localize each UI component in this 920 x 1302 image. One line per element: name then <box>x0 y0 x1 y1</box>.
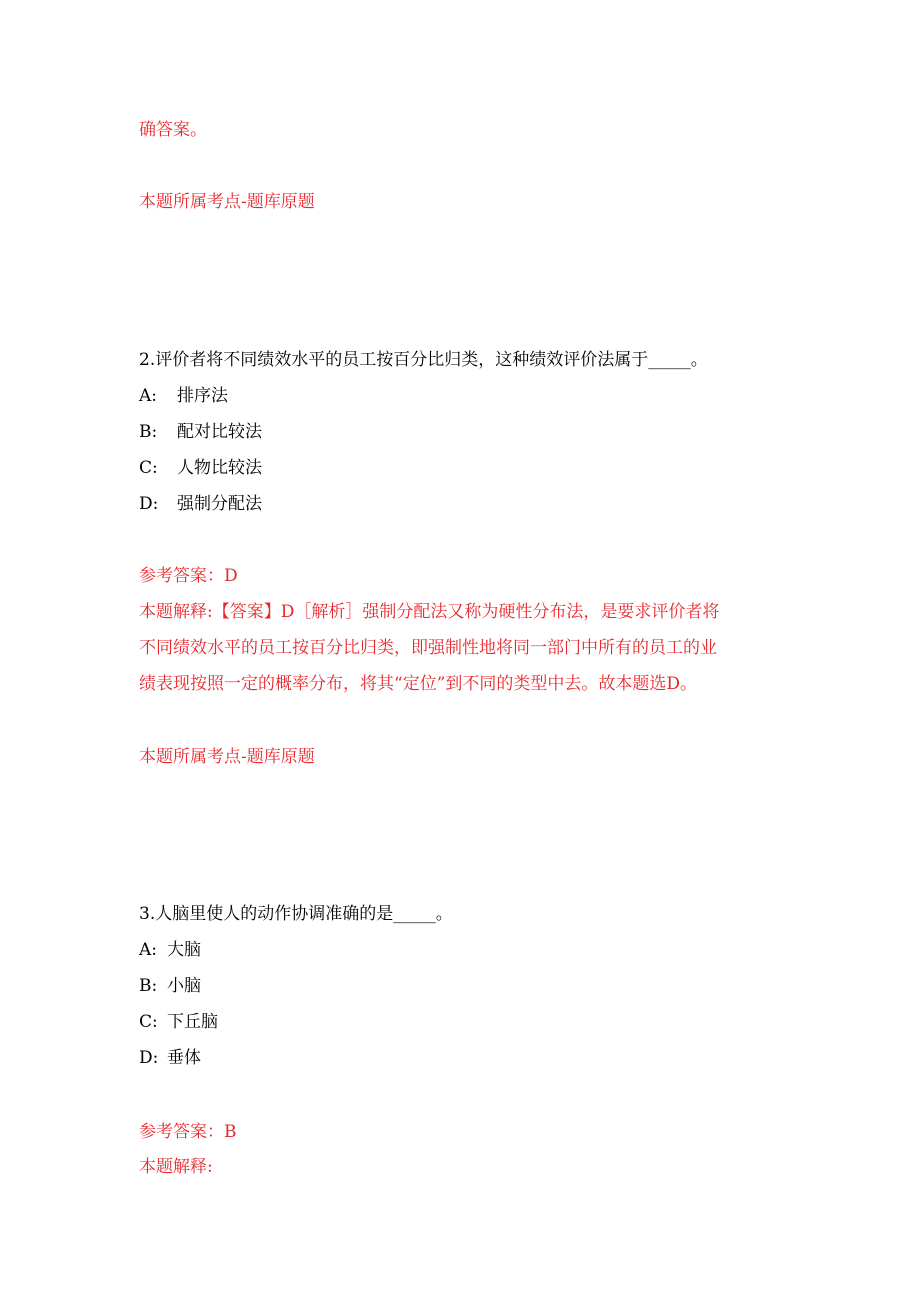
q2-option-a-text: 排序法 <box>177 386 228 406</box>
q3-option-a-text: 大脑 <box>167 940 201 960</box>
q2-explanation-line-2: 不同绩效水平的员工按百分比归类，即强制性地将同一部门中所有的员工的业 <box>139 638 717 658</box>
q3-option-a-letter: A: <box>139 940 158 960</box>
q3-option-b-text: 小脑 <box>167 976 201 996</box>
q2-option-d <box>139 492 262 516</box>
prev-source-label: 本题所属考点-题库原题 <box>139 192 315 212</box>
q3-option-c-letter: C: <box>139 1012 158 1032</box>
q2-option-a-letter: A: <box>139 386 158 406</box>
q2-answer: 参考答案：D <box>139 566 238 586</box>
q2-option-c-text: 人物比较法 <box>177 458 262 478</box>
q3-explanation-label: 本题解释: <box>139 1157 213 1177</box>
q2-source-label: 本题所属考点-题库原题 <box>139 747 315 767</box>
q2-option-d-letter: D: <box>139 494 159 514</box>
q2-option-b <box>139 420 262 444</box>
q3-option-b <box>139 974 201 998</box>
q2-explanation-line-3: 绩表现按照一定的概率分布，将其“定位”到不同的类型中去。故本题选D。 <box>139 674 698 694</box>
q3-option-d-letter: D: <box>139 1048 159 1068</box>
q2-option-b-letter: B: <box>139 422 158 442</box>
q3-option-c-text: 下丘脑 <box>167 1012 218 1032</box>
q2-stem: 2.评价者将不同绩效水平的员工按百分比归类，这种绩效评价法属于_____。 <box>139 350 708 370</box>
q3-stem: 3.人脑里使人的动作协调准确的是_____。 <box>139 904 453 924</box>
q2-explanation-line-1: 本题解释:【答案】D［解析］强制分配法又称为硬性分布法，是要求评价者将 <box>139 602 720 622</box>
q3-option-d <box>139 1046 201 1070</box>
q2-option-c-letter: C: <box>139 458 158 478</box>
q2-option-d-text: 强制分配法 <box>177 494 262 514</box>
q2-option-c <box>139 456 262 480</box>
q3-option-d-text: 垂体 <box>167 1048 201 1068</box>
q3-option-b-letter: B: <box>139 976 158 996</box>
prev-answer-tail: 确答案。 <box>139 120 207 140</box>
q3-answer: 参考答案：B <box>139 1122 237 1142</box>
q2-option-b-text: 配对比较法 <box>177 422 262 442</box>
q3-option-c <box>139 1010 218 1034</box>
q2-option-a <box>139 384 228 408</box>
q3-option-a <box>139 938 201 962</box>
